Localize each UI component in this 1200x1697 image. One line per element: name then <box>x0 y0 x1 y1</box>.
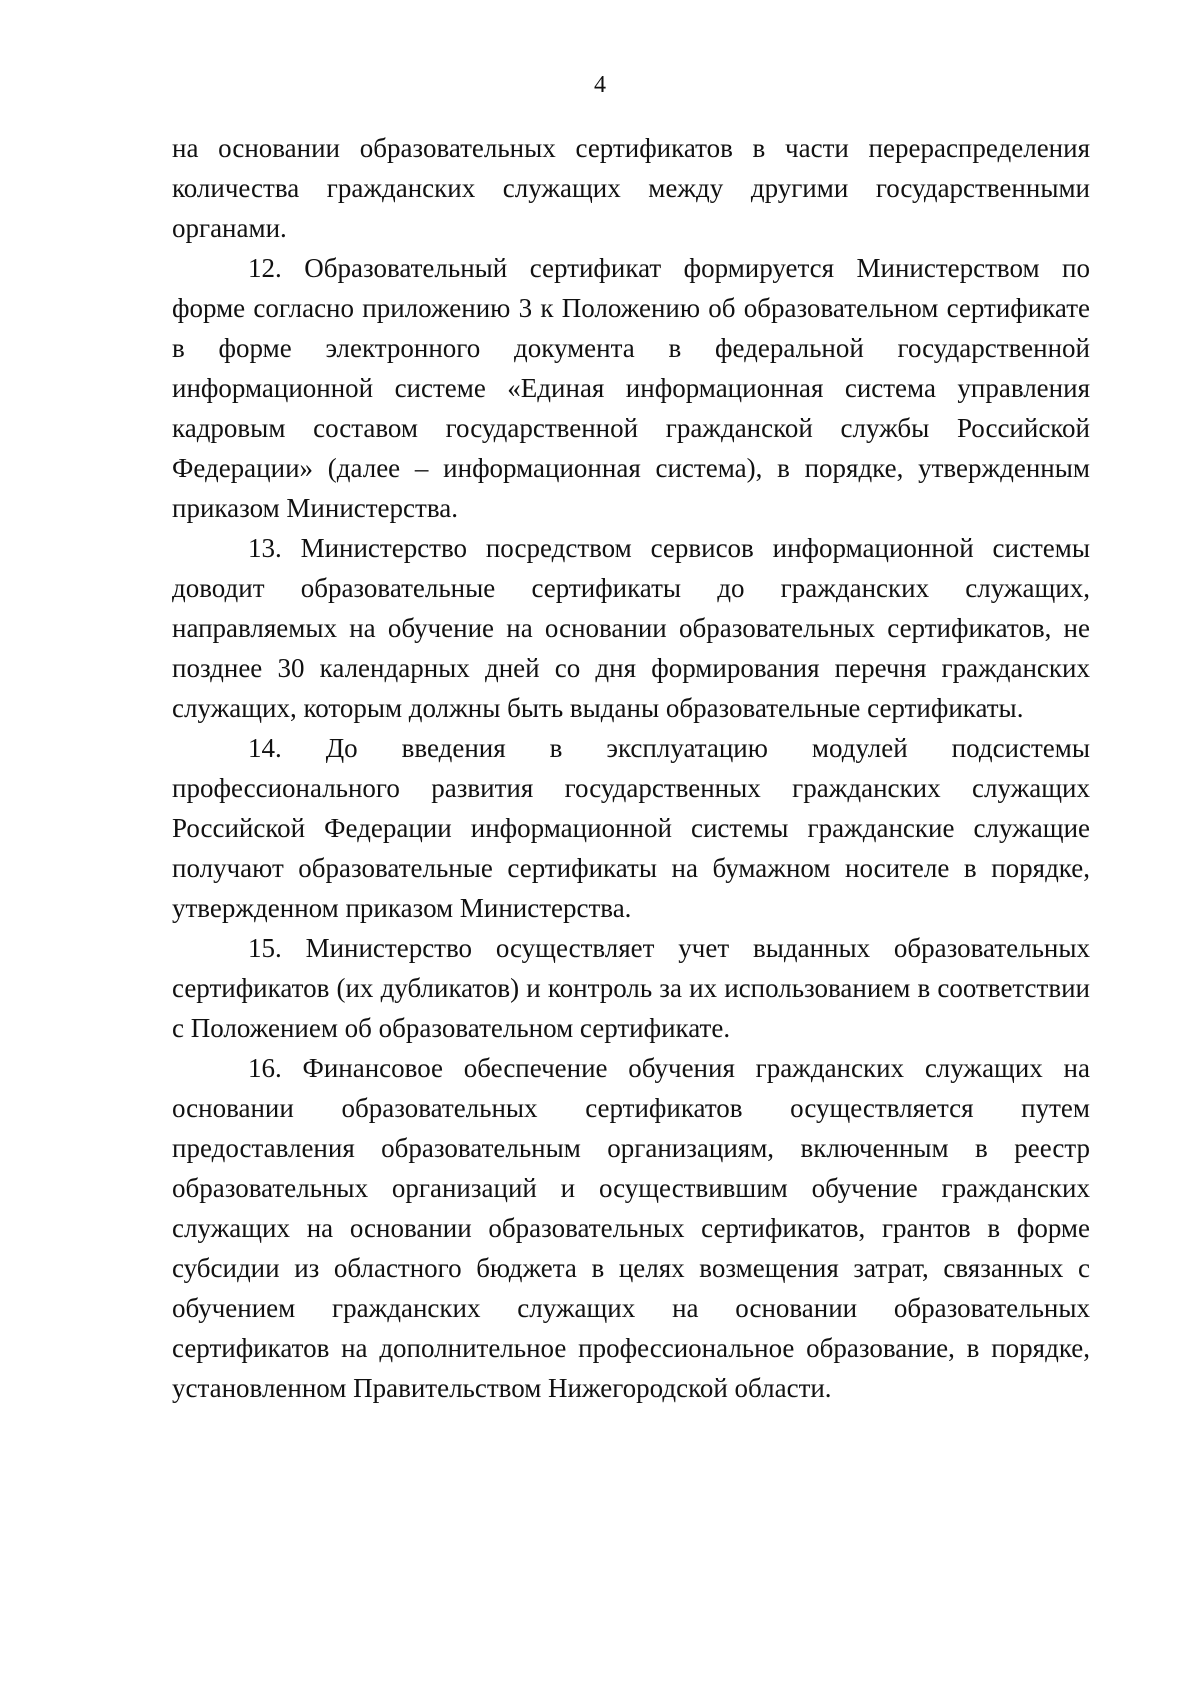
document-body <box>172 128 1090 1408</box>
paragraph-16: 16. Финансовое обеспечение обучения гражданских служащих на основании образовательных сертификатов осуществляется путем предоставления образовательным организациям, включенным в реестр образовательных организаций и осуществившим обучение гражданских служащих на основании образовательных сертификатов, грантов в форме субсидии из областного бюджета в целях возмещения затрат, связанных с обучением гражданских служащих на основании образовательных сертификатов на дополнительное профессиональное образование, в порядке, установленном Правительством Нижегородской области. <box>172 1053 1090 1403</box>
paragraph-12: 12. Образовательный сертификат формируется Министерством по форме согласно приложению 3 к Положению об образовательном сертификате в форме электронного документа в федеральной государственной информационной системе «Единая информационная система управления кадровым составом государственной гражданской службы Российской Федерации» (далее – информационная система), в порядке, утвержденным приказом Министерства. <box>172 253 1090 523</box>
paragraph-15: 15. Министерство осуществляет учет выданных образовательных сертификатов (их дубликатов) и контроль за их использованием в соответствии с Положением об образовательном сертификате. <box>172 933 1090 1043</box>
paragraph-13: 13. Министерство посредством сервисов информационной системы доводит образовательные сертификаты до гражданских служащих, направляемых на обучение на основании образовательных сертификатов, не позднее 30 календарных дней со дня формирования перечня гражданских служащих, которым должны быть выданы образовательные сертификаты. <box>172 533 1090 723</box>
page-number: 4 <box>594 72 606 98</box>
paragraph-14: 14. До введения в эксплуатацию модулей подсистемы профессионального развития государственных гражданских служащих Российской Федерации информационной системы гражданские служащие получают образовательные сертификаты на бумажном носителе в порядке, утвержденном приказом Министерства. <box>172 733 1090 923</box>
paragraph-continuation: на основании образовательных сертификатов в части перераспределения количества гражданских служащих между другими государственными органами. <box>172 133 1090 243</box>
